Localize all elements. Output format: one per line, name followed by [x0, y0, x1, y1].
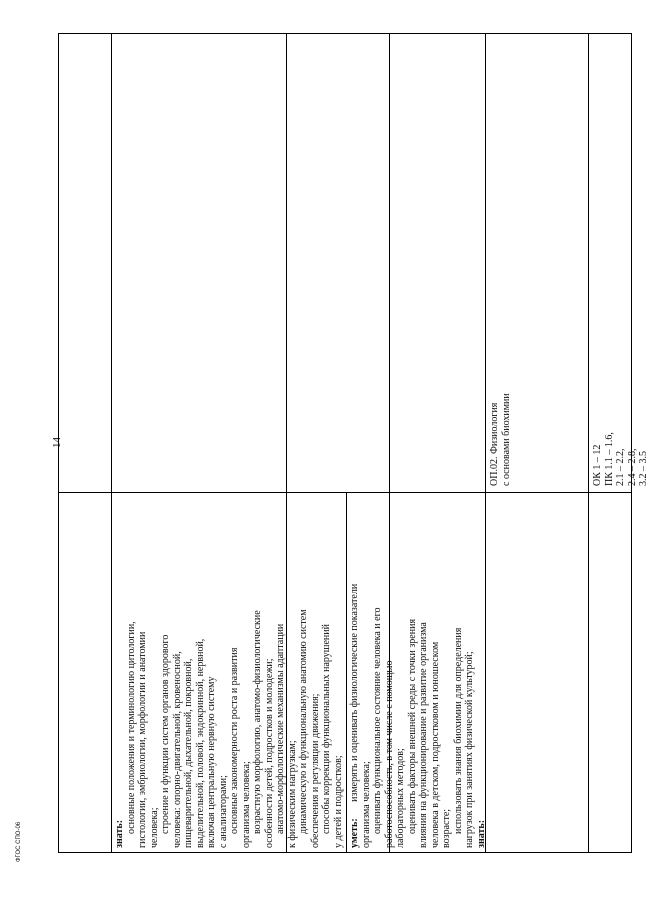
cell-top-left	[59, 492, 111, 852]
knowledge-heading: знать:	[114, 819, 125, 848]
knowledge-line: у детей и подростков;	[332, 755, 344, 848]
skills-line: оценивать функциональное состояние человека и его	[372, 607, 383, 834]
knowledge-line: организма человека;	[240, 761, 252, 848]
skills-line: измерять и оценивать физиологические показатели	[349, 583, 360, 802]
discipline-subtitle: с основами биохимии	[500, 393, 512, 486]
skills-line: человека в детском, подростковом и юношеском	[429, 641, 441, 848]
skills-line: организма человека;	[360, 761, 372, 848]
table-row-top	[59, 34, 112, 852]
cell-empty-left	[486, 492, 588, 852]
table-row-empty	[390, 34, 486, 852]
knowledge-skills-cell	[112, 492, 487, 852]
table-frame	[58, 33, 649, 853]
cell-empty	[112, 34, 286, 492]
skills-line: влияния на функционирование и развитие организма	[418, 622, 429, 848]
knowledge-line: основные закономерности роста и развития	[229, 647, 240, 834]
knowledge-line: гистологии, эмбриологии, морфологии и анатомии	[137, 631, 148, 848]
skills-line: лабораторных методов;	[395, 748, 406, 848]
skills-heading: уметь:	[349, 818, 360, 848]
knowledge-line: строение и функции систем органов здорового	[160, 634, 171, 834]
knowledge-line: возрастную морфологию, анатомо-физиологические	[252, 610, 263, 834]
table-row-knowledge-skills	[112, 34, 487, 852]
competency-line: 2.1 – 2.2,	[615, 448, 626, 486]
skills-line: нагрузок при занятиях физической культурой;	[464, 651, 475, 848]
knowledge-line: анатомо-морфологические механизмы адаптации	[275, 623, 286, 834]
competency-line: ПК 1.1 – 1.6,	[603, 432, 615, 486]
knowledge-line: с анализаторами;	[217, 775, 229, 848]
competency-line: ОК 1 – 12	[592, 444, 603, 486]
cell-empty-left	[589, 492, 631, 852]
skills-trailing-heading: знать:	[475, 819, 487, 848]
skills-line: работоспособность, в том числе с помощью	[383, 660, 395, 848]
knowledge-line: особенности детей, подростков и молодежи;	[263, 658, 275, 848]
cell-empty-right	[390, 34, 485, 492]
knowledge-line: выделительной, половой, эндокринной, нервной,	[194, 638, 206, 848]
knowledge-line: способы коррекции функциональных нарушений	[321, 624, 332, 834]
knowledge-line: обеспечения и регуляции движения;	[309, 693, 321, 848]
discipline-title: ОП.02. Физиология	[489, 402, 500, 486]
page-number: 14	[51, 437, 63, 448]
table-row-empty	[287, 34, 390, 852]
knowledge-line: человека: опорно-двигательной, кровеносной,	[171, 651, 183, 848]
cell-empty-left	[287, 492, 389, 852]
competency-line: 2.4 – 2.8,	[626, 448, 638, 486]
cell-empty-right	[287, 34, 389, 492]
footer-code: ФГОС СПО-06	[16, 821, 22, 862]
knowledge-line: динамическую и функциональную анатомию систем	[298, 609, 309, 834]
cell-empty-left	[390, 492, 485, 852]
knowledge-line: включая центральную нервную систему	[206, 676, 217, 848]
knowledge-line: основные положения и терминологию цитологии,	[125, 621, 137, 834]
curriculum-table	[58, 33, 649, 853]
knowledge-line: к физическим нагрузкам;	[286, 740, 298, 848]
skills-line: возрасте;	[441, 808, 452, 848]
table-row-discipline	[486, 34, 589, 852]
competency-line: 3.2 – 3.5	[638, 451, 649, 486]
table-row-competencies	[589, 34, 649, 852]
skills-line: оценивать факторы внешней среды с точки зрения	[406, 618, 418, 834]
competencies-cell	[589, 34, 649, 492]
skills-line: использовать знания биохимии для определения	[452, 627, 464, 834]
knowledge-line: человека;	[148, 807, 160, 848]
discipline-cell	[486, 34, 588, 492]
knowledge-line: пищеварительной, дыхательной, покровной,	[183, 658, 194, 848]
cell-top-right	[59, 34, 111, 492]
